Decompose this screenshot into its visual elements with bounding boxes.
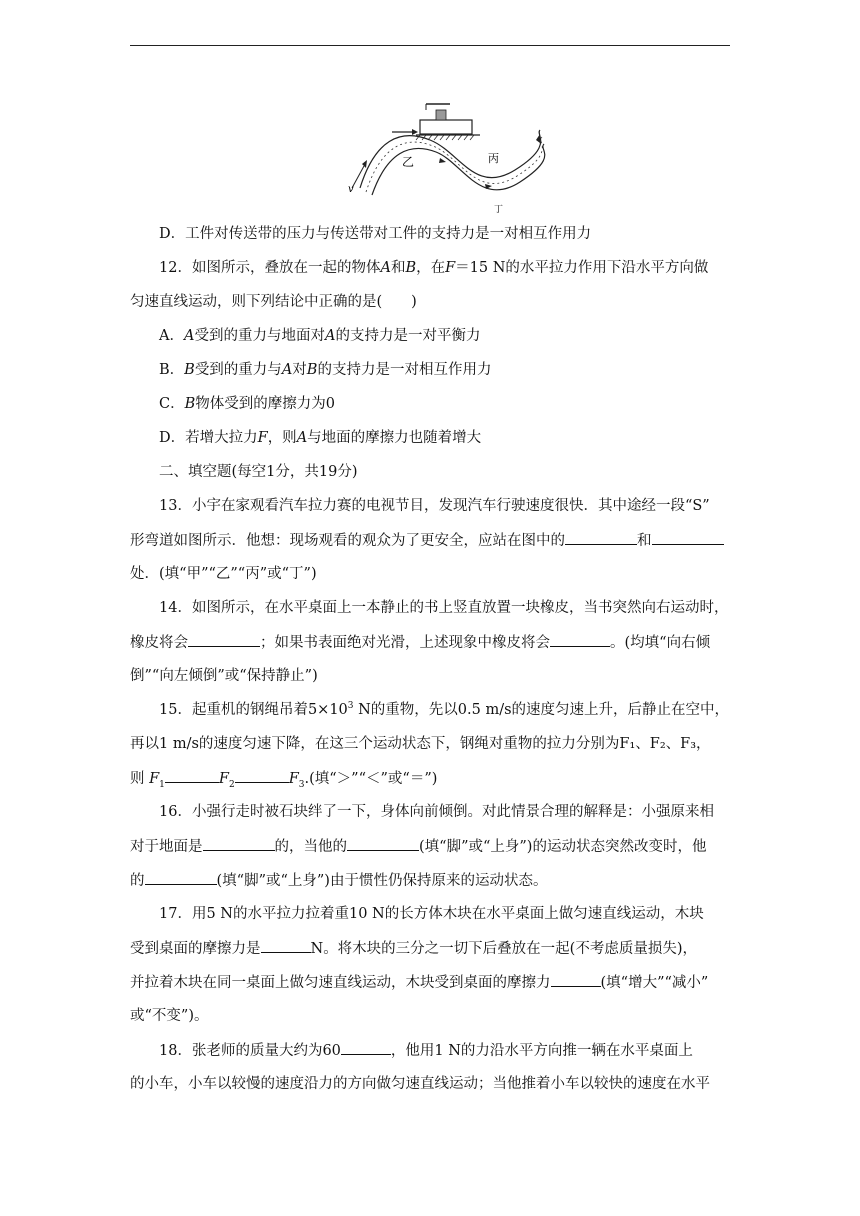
text: 和 (390, 260, 406, 276)
q14-line1 (159, 598, 730, 618)
text: 则 (130, 771, 145, 787)
text: 倒”“向左倾倒”或“保持静止”) (130, 668, 318, 684)
text: D．工件对传送带的压力与传送带对工件的支持力是一对相互作用力 (159, 226, 592, 242)
q12-line2 (130, 292, 730, 312)
var: B (184, 362, 195, 378)
var: B (306, 362, 318, 378)
text: N的重物，先以0.5 m/s的速度匀速上升，后静止在空中， (353, 702, 730, 718)
label-v: v (348, 184, 354, 195)
subscript: 2 (228, 779, 235, 790)
var: B (184, 396, 196, 412)
text: 18．张老师的质量大约为60 (159, 1043, 341, 1059)
q15-line2 (130, 734, 730, 754)
text: D．若增大拉力 (159, 430, 258, 446)
text: 的支持力是一对平衡力 (335, 328, 481, 344)
eraser-shape (436, 110, 446, 120)
var: A (324, 328, 336, 344)
var-f: F (445, 260, 456, 276)
q13-line2 (130, 530, 730, 551)
text: 。(均填“向右倾 (610, 635, 711, 651)
text: 14．如图所示，在水平桌面上一本静止的书上竖直放置一块橡皮，当书突然向右运动时， (159, 600, 729, 616)
answer-blank[interactable] (565, 530, 637, 545)
q18-line1 (159, 1040, 730, 1061)
section-heading (159, 462, 730, 482)
answer-blank[interactable] (652, 530, 724, 545)
label-ding: 丁 (494, 205, 504, 215)
var-f: F (218, 771, 229, 787)
text: 对 (292, 362, 307, 378)
answer-blank[interactable] (188, 632, 260, 647)
var: F (257, 430, 268, 446)
text: 13．小宇在家观看汽车拉力赛的电视节目，发现汽车行驶速度很快．其中途经一段“S” (159, 498, 710, 514)
text: (填“脚”或“上身”)的运动状态突然改变时，他 (419, 839, 707, 855)
answer-blank[interactable] (203, 836, 275, 851)
text: 受到桌面的摩擦力是 (130, 941, 261, 957)
q15-line3 (130, 768, 730, 789)
q14-line2 (130, 632, 730, 653)
text: 匀速直线运动，则下列结论中正确的是( ) (130, 294, 417, 310)
text: 橡皮将会 (130, 635, 188, 651)
q15-line1 (159, 700, 730, 720)
text: 15．起重机的钢绳吊着5×10 (159, 702, 348, 718)
text: 受到的重力与 (194, 362, 282, 378)
q17-line1 (159, 904, 730, 924)
text: 与地面的摩擦力也随着增大 (307, 430, 482, 446)
text: A． (159, 328, 184, 344)
q17-line2 (130, 938, 730, 959)
text: (填“增大”“减小” (600, 975, 709, 991)
text: 形弯道如图所示．他想：现场观看的观众为了更安全，应站在图中的 (130, 533, 565, 549)
q16-line3 (130, 870, 730, 891)
text: 16．小强行走时被石块绊了一下，身体向前倾倒。对此情景合理的解释是：小强原来相 (159, 804, 714, 820)
subscript: 3 (298, 779, 305, 790)
text: ，在 (416, 260, 446, 276)
answer-blank[interactable] (235, 768, 289, 783)
road-edge-inner (372, 144, 545, 195)
var-f: F (149, 771, 160, 787)
text: (填“脚”或“上身”)由于惯性仍保持原来的运动状态。 (216, 873, 548, 889)
text: 二、填空题(每空1分，共19分) (159, 464, 358, 480)
road-edge-outer (360, 130, 541, 188)
text: ；如果书表面绝对光滑，上述现象中橡皮将会 (260, 635, 550, 651)
label-yi: 乙 (402, 155, 415, 169)
var: A (183, 328, 195, 344)
answer-blank[interactable] (165, 768, 219, 783)
text: B． (159, 362, 185, 378)
s-curve-road-figure (340, 100, 550, 215)
q16-line2 (130, 836, 730, 857)
var-f: F (288, 771, 299, 787)
var: A (296, 430, 308, 446)
text: 的小车，小车以较慢的速度沿力的方向做匀速直线运动；当他推着小车以较快的速度在水平 (130, 1076, 710, 1092)
var-a: A (380, 260, 391, 276)
text: N。将木块的三分之一切下后叠放在一起(不考虑质量损失)， (310, 941, 697, 957)
block-shape (420, 120, 472, 134)
text: 的支持力是一对相互作用力 (317, 362, 492, 378)
text: ，则 (267, 430, 297, 446)
text: 17．用5 N的水平拉力拉着重10 N的长方体木块在水平桌面上做匀速直线运动，木块 (159, 906, 704, 922)
q13-line1 (159, 496, 730, 516)
q12-option-d (159, 428, 730, 448)
text: 和 (637, 533, 652, 549)
option-d-q11 (159, 224, 730, 244)
text: 再以1 m/s的速度匀速下降，在这三个运动状态下，钢绳对重物的拉力分别为F₁、F₂、F₃， (130, 736, 711, 752)
text: 受到的重力与地面对 (194, 328, 325, 344)
text: 的 (130, 873, 145, 889)
text: 对于地面是 (130, 839, 203, 855)
q13-line3 (130, 564, 730, 584)
q12-option-b (159, 360, 730, 380)
header-rule (130, 45, 730, 46)
label-bing: 丙 (488, 152, 499, 165)
subscript: 1 (159, 779, 165, 790)
text: C． (159, 396, 185, 412)
text: 并拉着木块在同一桌面上做匀速直线运动，木块受到桌面的摩擦力 (130, 975, 551, 991)
exponent: 3 (347, 701, 354, 712)
text: 处．(填“甲”“乙”“丙”或“丁”) (130, 566, 317, 582)
q17-line4 (130, 1006, 730, 1026)
q12-option-a (159, 326, 730, 346)
var: A (281, 362, 293, 378)
answer-blank[interactable] (261, 938, 311, 953)
text: ＝15 N的水平拉力作用下沿水平方向做 (455, 260, 709, 276)
answer-blank[interactable] (550, 632, 610, 647)
answer-blank[interactable] (341, 1040, 391, 1055)
q12-option-c (159, 394, 730, 414)
text: 的，当他的 (274, 839, 347, 855)
var-b: B (405, 260, 417, 276)
q16-line1 (159, 802, 730, 822)
text: 12．如图所示，叠放在一起的物体 (159, 260, 381, 276)
text: .(填“＞”“＜”或“＝”) (304, 771, 438, 787)
text: 物体受到的摩擦力为0 (195, 396, 335, 412)
text: 或“不变”)。 (130, 1008, 209, 1024)
answer-blank[interactable] (347, 836, 419, 851)
q17-line3 (130, 972, 730, 993)
answer-blank[interactable] (145, 870, 217, 885)
answer-blank[interactable] (551, 972, 601, 987)
text: ，他用1 N的力沿水平方向推一辆在水平桌面上 (390, 1043, 693, 1059)
q14-line3 (130, 666, 730, 686)
q18-line2 (130, 1074, 730, 1094)
q12-line1 (159, 258, 730, 278)
